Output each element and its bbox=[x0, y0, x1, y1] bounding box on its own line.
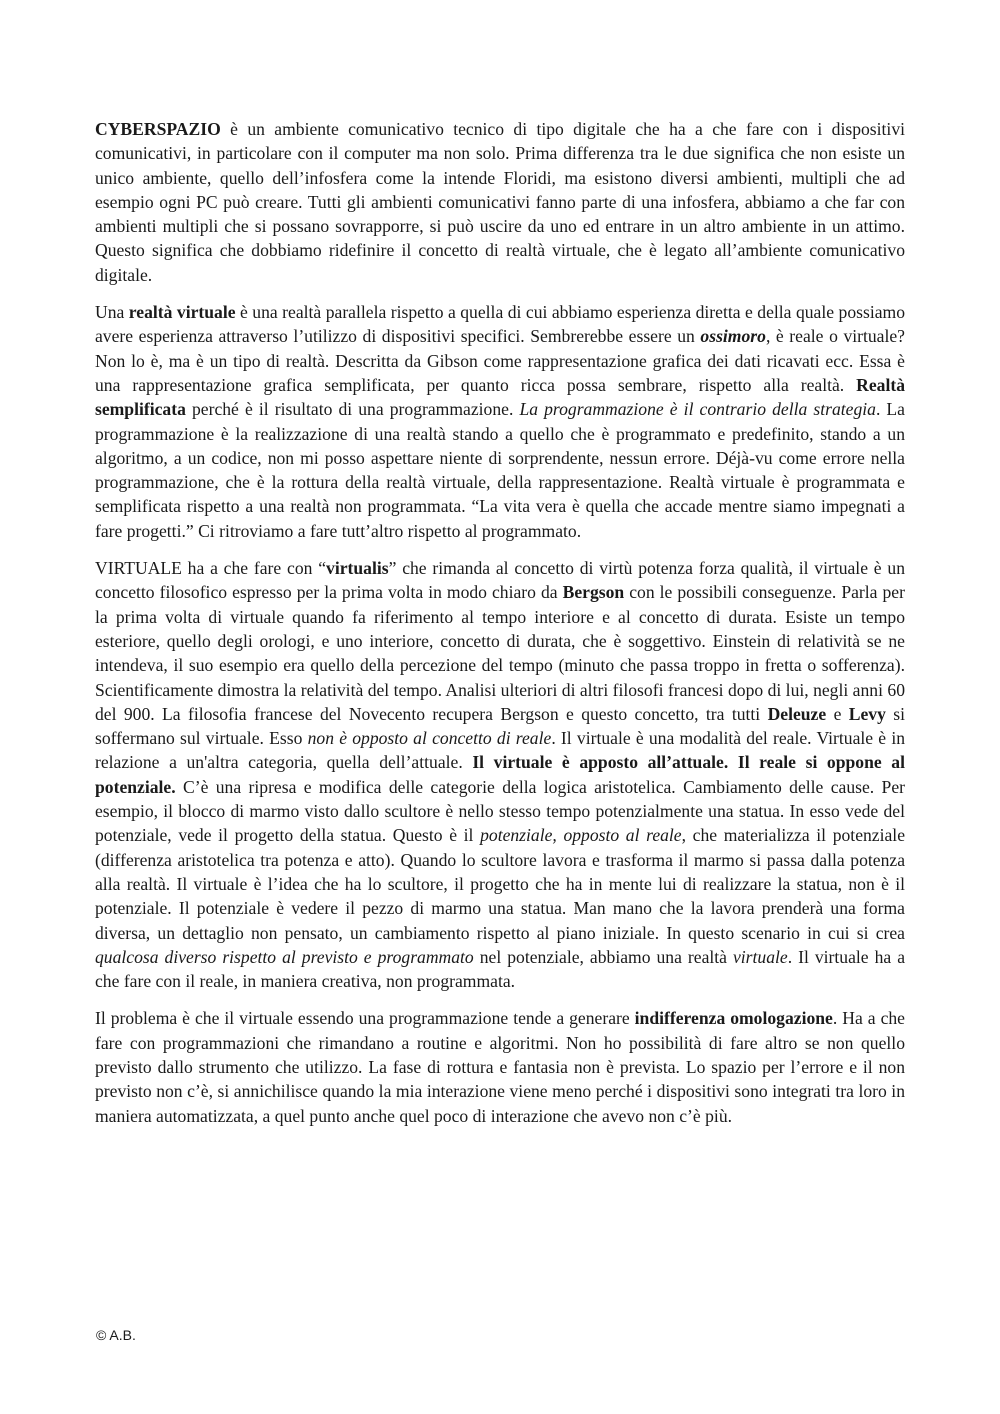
emphasis-text: Levy bbox=[848, 703, 886, 724]
emphasis-text: indifferenza omologazione bbox=[634, 1008, 833, 1029]
emphasis-text: realtà virtuale bbox=[128, 302, 236, 323]
paragraph-problema: Il problema è che il virtuale essendo una programmazione tende a generare indifferenza omologazione. Ha a che fare con programmazioni che rimandano a routine e algoritmi. Non ho possibilità di fare altro se non quello previsto dallo strumento che utilizzo. La fase di rottura e fantasia non è prevista. Lo spazio per l’errore e il non previsto non c’è, si annichilisce quando la mia interazione viene meno perché i dispositivi sono integrati tra loro in maniera automatizzata, a quel punto anche quel poco di interazione che avevo non c’è più. bbox=[95, 1008, 905, 1126]
paragraph-cyberspazio: CYBERSPAZIO è un ambiente comunicativo tecnico di tipo digitale che ha a che fare con i dispositivi comunicativi, in particolare con il computer ma non solo. Prima differenza tra le due significa che non esiste un unico ambiente, quello dell’infosfera come la intende Floridi, ma esistono diversi ambienti, multipli che ad esempio ogni PC può creare. Tutti gli ambienti comunicativi fanno parte di una infosfera, abbiamo a che far con ambienti multipli che si possano sovrapporre, si può uscire da uno ed entrare in un altro ambiente in un attimo. Questo significa che dobbiamo ridefinire il concetto di realtà virtuale, che è legato all’ambiente comunicativo digitale. bbox=[95, 119, 905, 285]
emphasis-text: Il virtuale è apposto all’attuale. Il reale si oppone al potenziale. bbox=[95, 752, 905, 797]
emphasis-text: ossimoro bbox=[700, 326, 766, 347]
emphasis-text: CYBERSPAZIO bbox=[95, 119, 221, 139]
emphasis-text: Deleuze bbox=[767, 703, 827, 724]
emphasis-text: qualcosa diverso rispetto al previsto e programmato bbox=[95, 946, 474, 967]
emphasis-text: non è opposto al concetto di reale bbox=[307, 728, 552, 749]
document-body bbox=[95, 117, 905, 1128]
emphasis-text: virtualis bbox=[326, 558, 389, 579]
paragraph-realta-virtuale: Una realtà virtuale è una realtà parallela rispetto a quella di cui abbiamo esperienza diretta e della quale possiamo avere esperienza attraverso l’utilizzo di dispositivi specifici. Sembrerebbe essere un ossimoro, è reale o virtuale? Non lo è, ma è un tipo di realtà. Descritta da Gibson come rappresentazione grafica dei dati ricavati ecc. Essa è una rappresentazione grafica semplificata, per quanto ricca possa sembrare, rispetto alla realtà. Realtà semplificata perché è il risultato di una programmazione. La programmazione è il contrario della strategia. La programmazione è la realizzazione di una realtà stando a quello che è programmato e predefinito, stando a un algoritmo, a un codice, non mi posso aspettare niente di sorprendente, nessun errore. Déjà-vu come errore nella programmazione, che è la rottura della realtà virtuale, della rappresentazione. Realtà virtuale è programmata e semplificata rispetto a una realtà non programmata. “La vita vera è quella che accade mentre siamo impegnati a fare progetti.” Ci ritroviamo a fare tutt’altro rispetto al programmato. bbox=[95, 302, 905, 541]
emphasis-text: potenziale, opposto al reale bbox=[480, 825, 682, 846]
copyright-footer: © A.B. bbox=[96, 1327, 136, 1343]
emphasis-text: virtuale bbox=[732, 946, 788, 967]
emphasis-text: Realtà semplificata bbox=[95, 374, 905, 420]
emphasis-text: Bergson bbox=[562, 582, 625, 603]
emphasis-text: La programmazione è il contrario della strategia bbox=[519, 399, 876, 420]
paragraph-virtuale: VIRTUALE ha a che fare con “virtualis” che rimanda al concetto di virtù potenza forza qualità, il virtuale è un concetto filosofico espresso per la prima volta in modo chiaro da Bergson con le possibili conseguenze. Parla per la prima volta di virtuale quando fa riferimento al tempo interiore e al concetto di durata. Esiste un tempo esteriore, quello degli orologi, e uno interiore, concetto di durata, che è soggettivo. Einstein di relatività se ne intendeva, il suo esempio era quello della percezione del tempo (minuto che passa troppo in fretta o sofferenza). Scientificamente dimostra la relatività del tempo. Analisi ulteriori di altri filosofi francesi dopo di lui, negli anni 60 del 900. La filosofia francese del Novecento recupera Bergson e questo concetto, tra tutti Deleuze e Levy si soffermano sul virtuale. Esso non è opposto al concetto di reale. Il virtuale è una modalità del reale. Virtuale è in relazione a un'altra categoria, quella dell’attuale. Il virtuale è apposto all’attuale. Il reale si oppone al potenziale. C’è una ripresa e modifica delle categorie della logica aristotelica. Cambiamento delle cause. Per esempio, il blocco di marmo visto dallo scultore è nello stesso tempo potenzialmente una statua. In esso vede del potenziale, vede il progetto della statua. Questo è il potenziale, opposto al reale, che materializza il potenziale (differenza aristotelica tra potenza e atto). Quando lo scultore lavora e trasforma il marmo si passa dalla potenza alla realtà. Il virtuale è l’idea che ha lo scultore, il progetto che ha in mente lui di realizzare la statua, non è il potenziale. Il potenziale è vedere il pezzo di marmo una statua. Man mano che la lavora prenderà una forma diversa, un dettaglio non pensato, un cambiamento rispetto al piano iniziale. In questo scenario in cui si crea qualcosa diverso rispetto al previsto e programmato nel potenziale, abbiamo una realtà virtuale. Il virtuale ha a che fare con il reale, in maniera creativa, non programmata. bbox=[95, 558, 906, 992]
